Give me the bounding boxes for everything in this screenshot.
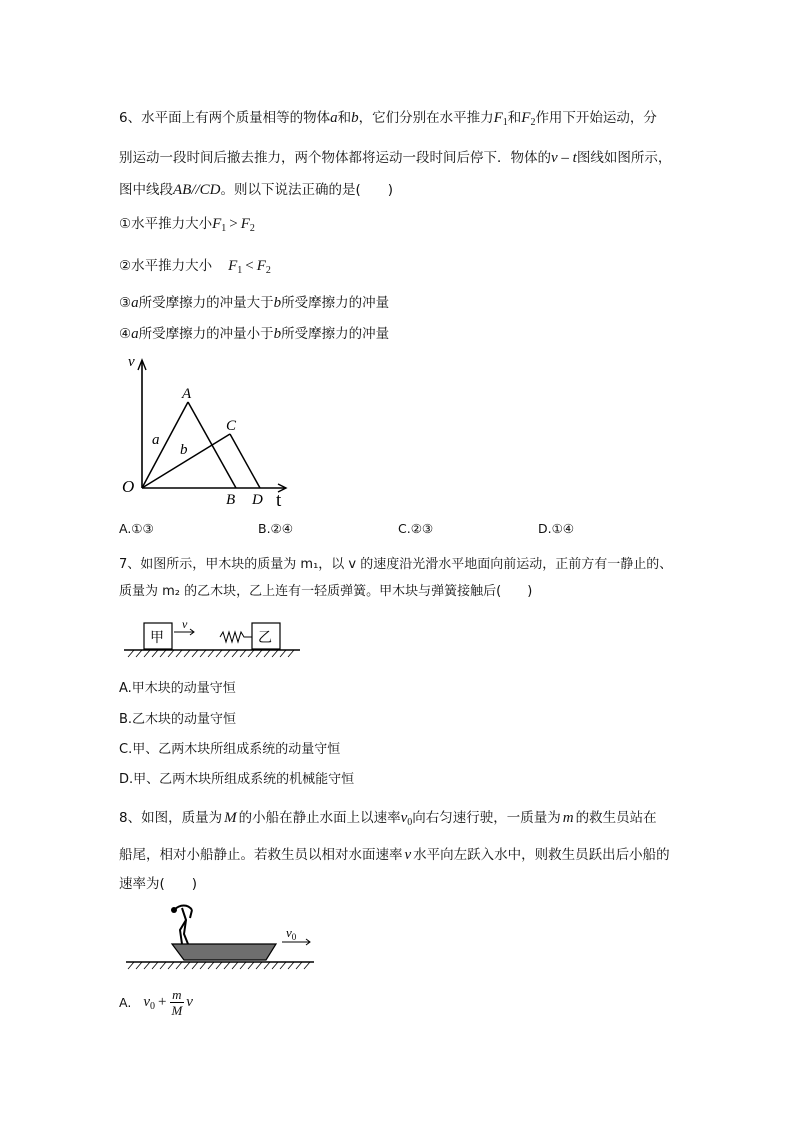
water-hatch [128,962,310,969]
q7-option-B[interactable]: B.乙木块的动量守恒 [119,712,237,727]
q6-statement-4: ④a所受摩擦力的冲量小于b所受摩擦力的冲量 [119,326,390,342]
q6-choice-A[interactable]: A.①③ [119,521,154,536]
spring [220,632,252,642]
q7-line2: 质量为 m₂ 的乙木块，乙上连有一轻质弹簧。甲木块与弹簧接触后( ) [119,584,533,599]
q7-option-D[interactable]: D.甲、乙两木块所组成系统的机械能守恒 [119,772,355,787]
q8-figure [124,898,316,972]
q7-line1: 7、如图所示，甲木块的质量为 m₁，以 v 的速度沿光滑水平地面向前运动，正前方有一静止的、 [119,557,673,572]
q7-option-C[interactable]: C.甲、乙两木块所组成系统的动量守恒 [119,742,341,757]
fraction-m-over-M: m M [171,987,183,1018]
q7-option-A[interactable]: A.甲木块的动量守恒 [119,681,236,696]
ground-hatch [128,650,294,657]
lifeguard-head [171,907,177,913]
q7-figure [122,615,302,661]
label-B: B [226,492,236,508]
label-jia: 甲 [150,630,164,646]
label-yi: 乙 [258,630,272,646]
q6-statement-1: ①水平推力大小$F_1 > F_2$ [119,216,255,234]
label-v: v [182,617,188,631]
vt-graph [118,350,298,510]
q6-statement-3: ③a所受摩擦力的冲量大于b所受摩擦力的冲量 [119,295,390,311]
label-t: t [276,490,282,510]
q6-statement-2: ②水平推力大小 $F_1 < F_2$ [119,258,271,276]
q8-line2: 船尾，相对小船静止。若救生员以相对水面速率 v 水平向左跃入水中，则救生员跃出后小船的 [119,847,670,863]
line-CD [230,434,260,488]
q8-line3: 速率为( ) [119,876,198,892]
label-C: C [226,418,237,434]
label-v0: $v_0$ [286,925,297,942]
q8-option-A[interactable]: A. $v_0$ + m M v [119,987,193,1018]
q6-choice-C[interactable]: C.②③ [398,521,434,536]
q6-choice-B[interactable]: B.②④ [258,521,293,536]
label-D: D [252,492,263,508]
q8-line1: 8、如图，质量为 M 的小船在静止水面上以速率$v_0$向右匀速行驶，一质量为 m 的救生员站在 [119,810,657,828]
q6-line2: 别运动一段时间后撤去推力，两个物体都将运动一段时间后停下．物体的v – t图线如图所示， [119,150,672,166]
q6-choice-D[interactable]: D.①④ [538,521,575,536]
q6-line1: 6、水平面上有两个质量相等的物体a和b，它们分别在水平推力$F_1$和$F_2$作用下开始运动，分 [119,110,657,128]
label-a: a [152,432,160,448]
label-b: b [180,442,188,458]
label-v: v [128,354,135,370]
q6-line3: 图中线段AB//CD。则以下说法正确的是( ) [119,182,394,198]
boat [172,944,276,960]
label-O: O [122,477,135,496]
label-A: A [182,386,192,402]
